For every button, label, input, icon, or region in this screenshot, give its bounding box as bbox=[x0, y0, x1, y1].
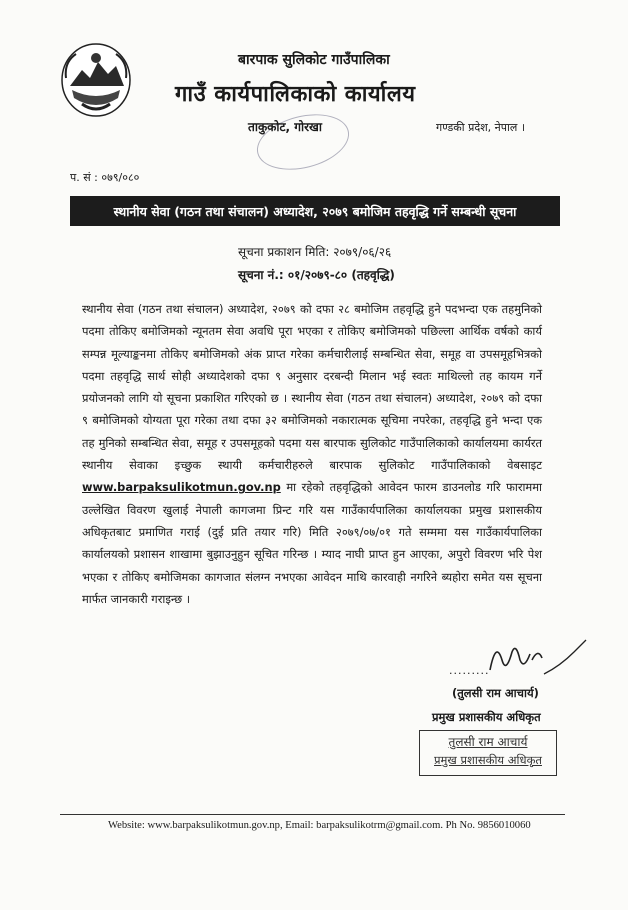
body-part-1: स्थानीय सेवा (गठन तथा संचालन) अध्यादेश, २०७९ को दफा २८ बमोजिम तहवृद्धि हुने पदभन्दा एक तहमुनिको पदमा तोकिए बमोजिमको न्यूनतम सेवा अवधि पूरा भएका र तोकिए बमोजिमको पछिल्ला आर्थिक वर्षको कार्य सम्पन्न मूल्याङ्कनमा तोकिए बमोजिमको अंक प्राप्त गरेका कर्मचारीलाई सम्बन्धित सेवा, समूह वा उपसमूहभित्रको पदमा तहवृद्धि सार्थ सोही अध्यादेशको दफा ९ अनुसार दरबन्दी मिलान भई स्वतः माथिल्लो तह कायम गर्ने प्रयोजनको लागि यो सूचना प्रकाशित गरिएको छ । स्थानीय सेवा (गठन तथा संचालन) अध्यादेश, २०७९ को दफा ९ बमोजिमको योग्यता पूरा गरेका तथा दफा ३२ बमोजिमको नकारात्मक सूचिमा नपरेका, तहवृद्धि हुने भन्दा एक तह मुनिको सम्बन्धित सेवा, समूह र उपसमूहको पदमा यस बारपाक सुलिकोट गाउँपालिकाको कार्यालयमा कार्यरत स्थानीय सेवाका इच्छुक स्थायी कर्मचारीहरुले बारपाक सुलिकोट गाउँपालिकाको वेबसाइट bbox=[82, 302, 542, 473]
office-stamp bbox=[251, 105, 355, 178]
name-seal-stamp bbox=[419, 730, 557, 776]
signature-dots: ......... bbox=[449, 664, 490, 677]
nepal-emblem-icon bbox=[60, 42, 132, 118]
signatory-name: (तुलसी राम आचार्य) bbox=[452, 686, 539, 700]
footer-divider bbox=[60, 814, 565, 815]
office-location: ताकुकोट, गोरखा bbox=[248, 120, 322, 134]
seal-title: प्रमुख प्रशासकीय अधिकृत bbox=[434, 753, 542, 767]
body-part-2: मा रहेको तहवृद्धिको आवेदन फारम डाउनलोड गरि फाराममा उल्लेखित विवरण खुलाई नेपाली कागजमा प्रिन्ट गरि यस गाउँकार्यपालिका कार्यालयका प्रमुख प्रशासकीय अधिकृतबाट प्रमाणित गराई (दुई प्रति तयार गरि) मिति २०७९/०७/०१ गते सम्ममा यस गाउँकार्यपालिका कार्यालयको प्रशासन शाखामा बुझाउनुहुन सूचित गरिन्छ । म्याद नाघी प्राप्त हुन आएका, अपुरो विवरण भरि पेश भएका र तोकिए बमोजिमका कागजात संलग्न नभएका आवेदन माथि कारवाही नगरिने ब्यहोरा समेत यस सूचना मार्फत जानकारी गराइन्छ । bbox=[82, 480, 542, 606]
reference-number: प. सं : ०७९/०८० bbox=[70, 171, 140, 184]
publication-date: सूचना प्रकाशन मिति: २०७९/०६/२६ bbox=[238, 245, 392, 259]
website-link[interactable]: www.barpaksulikotmun.gov.np bbox=[82, 480, 281, 495]
footer-contact: Website: www.barpaksulikotmun.gov.np, Email: barpaksulikotrm@gmail.com. Ph No. 9856010060 bbox=[108, 820, 531, 831]
notice-title-banner bbox=[70, 196, 560, 226]
office-title: गाउँ कार्यपालिकाको कार्यालय bbox=[175, 82, 416, 107]
notice-number: सूचना नं.: ०१/२०७९-८० (तहवृद्धि) bbox=[238, 268, 395, 282]
signatory-title: प्रमुख प्रशासकीय अधिकृत bbox=[432, 710, 541, 724]
province-label: गण्डकी प्रदेश, नेपाल । bbox=[436, 121, 525, 134]
seal-name: तुलसी राम आचार्य bbox=[448, 735, 528, 749]
notice-body bbox=[82, 298, 542, 610]
municipality-name: बारपाक सुलिकोट गाउँपालिका bbox=[238, 52, 390, 68]
notice-title: स्थानीय सेवा (गठन तथा संचालन) अध्यादेश, २०७९ बमोजिम तहवृद्धि गर्ने सम्बन्धी सूचना bbox=[113, 203, 517, 219]
handwritten-signature bbox=[482, 630, 592, 686]
